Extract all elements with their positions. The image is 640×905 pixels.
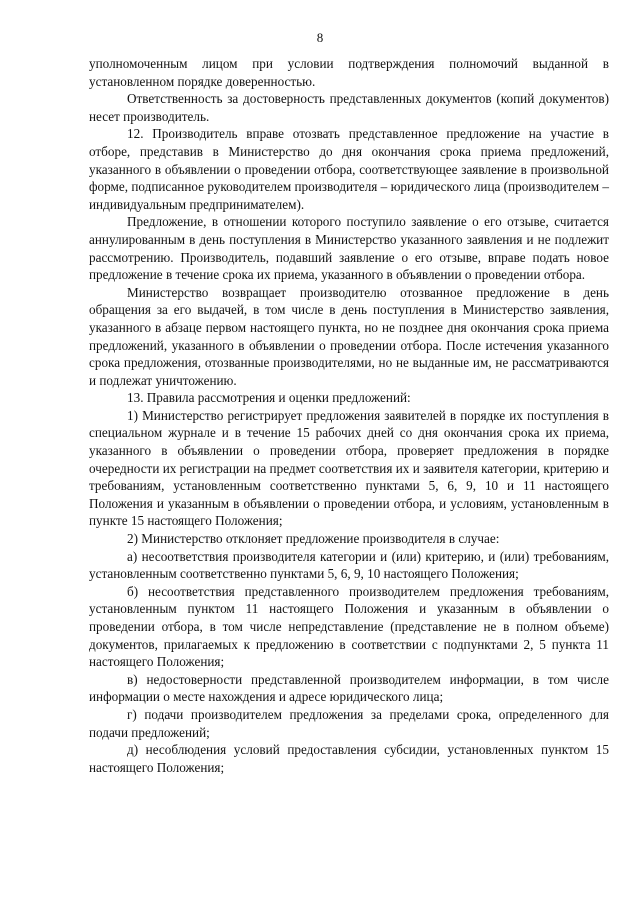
section-heading: 13. Правила рассмотрения и оценки предложений: — [127, 390, 411, 406]
paragraph: Министерство возвращает производителю отозванное предложение в день обращения за его выдачей, в том числе в день поступления в Министерство заявления, указанного в абзаце первом настоящего пункта, но не позднее дня окончания срока приема предложений, указанного в объявлении о проведении отбора. После истечения указанного срока предложения, отозванные производителями, но не выданные им, не рассматриваются и подлежат уничтожению. — [89, 284, 609, 388]
sub-list-item: а) несоответствия производителя категории и (или) критерию, и (или) требованиям, установленным соответственно пунктами 5, 6, 9, 10 настоящего Положения; — [89, 548, 609, 582]
paragraph: уполномоченным лицом при условии подтверждения полномочий выданной в установленном порядке доверенностью. — [89, 56, 609, 89]
list-item: 2) Министерство отклоняет предложение производителя в случае: — [127, 531, 500, 547]
sub-list-item: б) несоответствия представленного производителем предложения требованиям, установленным пунктом 11 настоящего Положения и указанным в объявлении о проведении отбора, в том числе непредставление (представление не в полном объеме) документов, прилагаемых к предложению в соответствии с подпунктами 2, 5 пункта 11 настоящего Положения; — [89, 583, 609, 670]
sub-list-item: д) несоблюдения условий предоставления субсидии, установленных пунктом 15 настоящего Положения; — [89, 742, 609, 775]
document-body — [89, 55, 609, 776]
paragraph: Предложение, в отношении которого поступило заявление о его отзыве, считается аннулированным в день поступления в Министерство указанного заявления и не подлежит рассмотрению. Производитель, подавший заявление о его отзыве, вправе подать новое предложение в течение срока их приема, указанного в объявлении о проведении отбора. — [89, 214, 609, 283]
page-number: 8 — [316, 30, 324, 45]
sub-list-item: г) подачи производителем предложения за пределами срока, определенного для подачи предложений; — [89, 706, 609, 740]
sub-list-item: в) недостоверности представленной производителем информации, в том числе информации о месте нахождения и адресе юридического лица; — [89, 671, 609, 705]
paragraph: 12. Производитель вправе отозвать представленное предложение на участие в отборе, представив в Министерство до дня окончания срока приема предложений, указанного в объявлении о проведении отбора, соответствующее заявление в произвольной форме, подписанное руководителем производителя – юридического лица (производителем – индивидуальным предпринимателем). — [89, 126, 609, 212]
list-item: 1) Министерство регистрирует предложения заявителей в порядке их поступления в специальном журнале и в течение 15 рабочих дней со дня окончания срока их приема, указанного в объявлении о проведении отбора, проверяет предложения в порядке очередности их регистрации на предмет соответствия их и заявителя категории, критерию и требованиям, установленным соответственно пунктами 5, 6, 9, 10 и 11 настоящего Положения и указанным в объявлении о проведении отбора, и условиям, установленным в пункте 15 настоящего Положения; — [89, 407, 609, 529]
paragraph: Ответственность за достоверность представленных документов (копий документов) несет производитель. — [89, 91, 609, 124]
